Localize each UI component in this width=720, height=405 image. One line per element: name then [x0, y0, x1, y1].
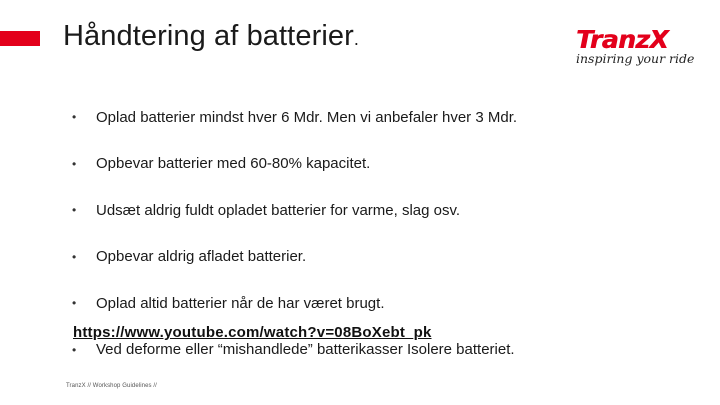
bullet-text: Oplad altid batterier når de har været brugt. [96, 294, 385, 312]
bullet-text: Udsæt aldrig fuldt opladet batterier for varme, slag osv. [96, 201, 461, 219]
footer-text: TranzX // Workshop Guidelines // [66, 383, 157, 389]
accent-bar [0, 31, 40, 46]
bullet-icon: • [72, 203, 77, 218]
title-text: Håndtering af batterier [63, 20, 354, 52]
bullet-list [72, 104, 517, 384]
bullet-icon: • [72, 110, 77, 124]
bullet-item [72, 290, 517, 316]
bullet-text: Opbevar batterier med 60-80% kapacitet. [96, 155, 371, 173]
title-period: . [353, 29, 359, 49]
bullet-text: Opbevar aldrig afladet batterier. [96, 248, 307, 266]
bullet-icon: • [72, 342, 77, 357]
bullet-icon: • [72, 296, 77, 311]
logo-wordmark: TranzX [576, 25, 669, 54]
bullet-text: Oplad batterier mindst hver 6 Mdr. Men vi anbefaler hver 3 Mdr. [96, 108, 518, 126]
tranzx-logo [576, 25, 695, 69]
bullet-item [72, 244, 517, 270]
slide-title [63, 20, 359, 53]
bullet-text: Ved deforme eller “mishandlede” batterikasser Isolere batteriet. [96, 341, 515, 359]
bullet-item [72, 104, 517, 130]
bullet-item [72, 151, 517, 177]
bullet-item [72, 197, 517, 223]
bullet-icon: • [72, 156, 77, 171]
logo-tagline: inspiring your ride [576, 51, 695, 66]
bullet-icon: • [72, 249, 77, 264]
youtube-link[interactable]: https://www.youtube.com/watch?v=08BoXebt_pk [73, 324, 432, 341]
